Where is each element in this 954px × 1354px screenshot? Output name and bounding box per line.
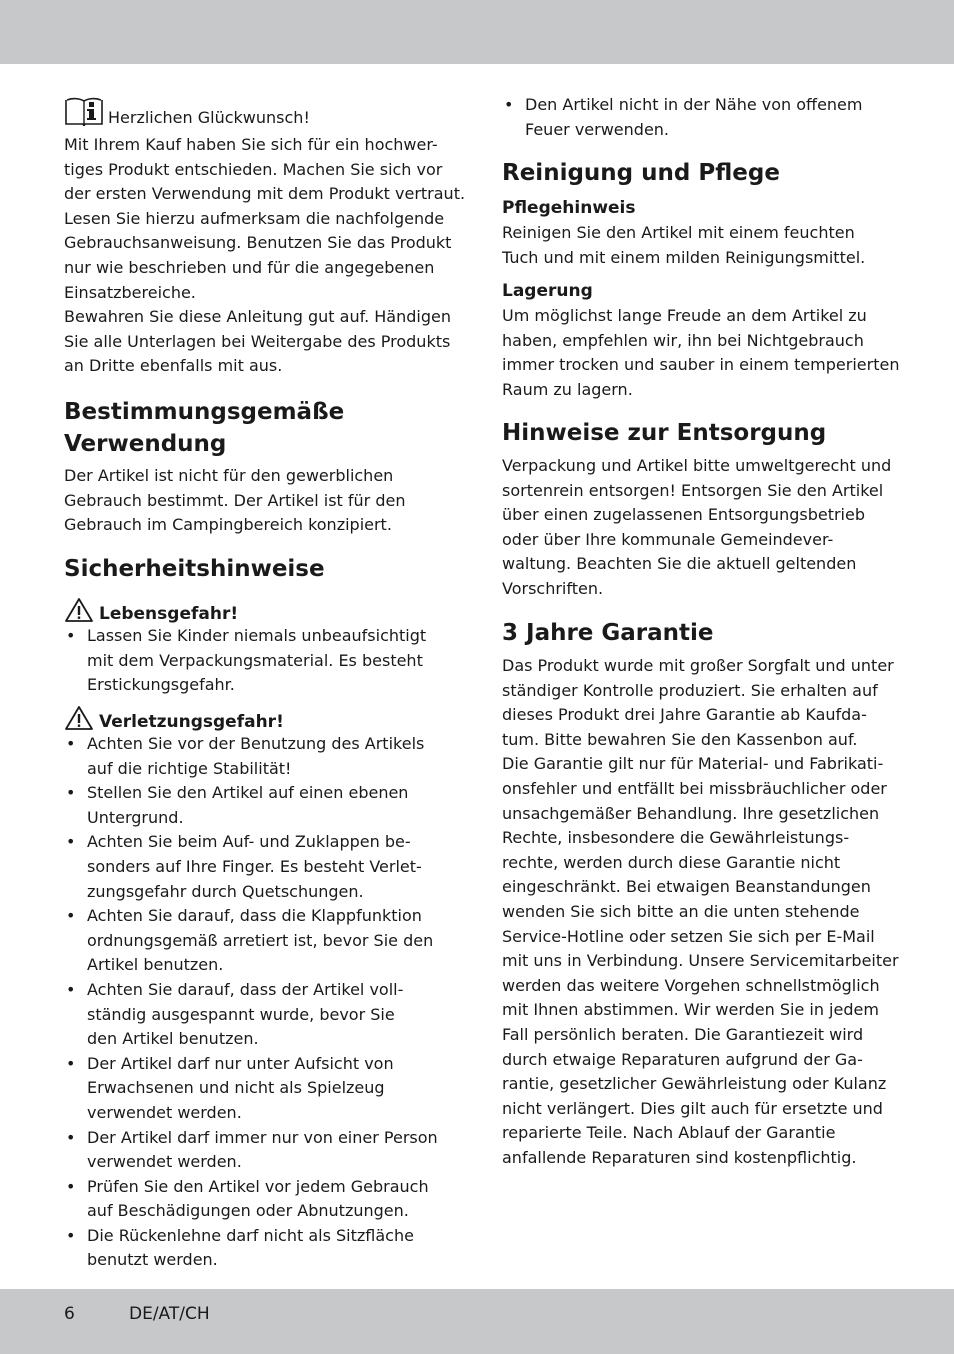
storage-line: Raum zu lagern. (502, 379, 633, 399)
fire-warning-list (502, 93, 862, 142)
warranty-line: mit Ihnen abstimmen. Wir werden Sie in jedem (502, 1000, 879, 1020)
safety-heading: Sicherheitshinweise (64, 556, 325, 582)
list-item (64, 1175, 438, 1224)
care-heading: Pflegehinweis (502, 198, 636, 218)
list-item-line: ordnungsgemäß arretiert ist, bevor Sie den (87, 930, 434, 950)
storage-line: haben, empfehlen wir, ihn bei Nichtgebrauch (502, 330, 864, 350)
intro-line: tiges Produkt entschieden. Machen Sie sich vor (64, 159, 443, 179)
warranty-line: durch etwaige Reparaturen aufgrund der Ga- (502, 1049, 863, 1069)
list-item-line: auf die richtige Stabilität! (87, 758, 292, 778)
intended-use-heading-2: Verwendung (64, 431, 227, 457)
warranty-line: Service-Hotline oder setzen Sie sich per E-Mail (502, 926, 875, 946)
list-item (64, 624, 426, 698)
list-item-line: • Stellen Sie den Artikel auf einen ebenen (87, 783, 409, 803)
list-item (64, 978, 438, 1052)
list-item-line: verwendet werden. (87, 1152, 242, 1172)
intro-line: nur wie beschrieben und für die angegebenen (64, 258, 435, 277)
disposal-line: oder über Ihre kommunale Gemeindever- (502, 529, 834, 549)
warranty-line: wenden Sie sich bitte an die unten stehende (502, 902, 860, 921)
warranty-line: unsachgemäßer Behandlung. Ihre gesetzlichen (502, 803, 880, 823)
list-item-line: • Die Rückenlehne darf nicht als Sitzfläche (87, 1225, 414, 1245)
intro-line: der ersten Verwendung mit dem Produkt vertraut. (64, 184, 466, 204)
list-item-line: • Prüfen Sie den Artikel vor jedem Gebrauch (87, 1176, 429, 1196)
warranty-line: Das Produkt wurde mit großer Sorgfalt und unter (502, 656, 894, 675)
intended-use-heading-1: Bestimmungsgemäße (64, 399, 345, 425)
intro-line: an Dritte ebenfalls mit aus. (64, 356, 283, 376)
intro-line: Einsatzbereiche. (64, 282, 196, 302)
list-item-line: Artikel benutzen. (87, 955, 224, 975)
danger-label: Lebensgefahr! (99, 604, 239, 624)
intended-use-line: Gebrauch im Campingbereich konzipiert. (64, 515, 392, 535)
list-item-line: • Achten Sie darauf, dass der Artikel voll- (87, 979, 404, 999)
list-item (502, 93, 862, 142)
list-item-line: Untergrund. (87, 807, 184, 827)
list-item-line: • Lassen Sie Kinder niemals unbeaufsichtigt (87, 626, 427, 645)
list-item-line: Erwachsenen und nicht als Spielzeug (87, 1078, 385, 1098)
list-item (64, 904, 438, 978)
intro-greeting: Herzlichen Glückwunsch! (108, 108, 310, 127)
warranty-line: dieses Produkt drei Jahre Garantie ab Kaufda- (502, 705, 867, 725)
list-item-line: • Den Artikel nicht in der Nähe von offenem (525, 95, 863, 114)
danger-list (64, 624, 426, 698)
list-item (64, 830, 438, 904)
care-line: Tuch und mit einem milden Reinigungsmittel. (502, 247, 866, 267)
list-item-line: • Achten Sie darauf, dass die Klappfunktion (87, 906, 422, 926)
warranty-line: tum. Bitte bewahren Sie den Kassenbon auf. (502, 729, 858, 749)
list-item-line: • Achten Sie vor der Benutzung des Artikels (87, 734, 425, 753)
intro-line: Mit Ihrem Kauf haben Sie sich für ein hochwer- (64, 135, 438, 154)
list-item-line: Feuer verwenden. (525, 119, 670, 139)
intended-use-line: Gebrauch bestimmt. Der Artikel ist für den (64, 490, 406, 510)
warranty-line: Die Garantie gilt nur für Material- und Fabrikati- (502, 754, 884, 774)
injury-warning (64, 705, 284, 734)
disposal-line: Verpackung und Artikel bitte umweltgerecht und (502, 456, 892, 475)
list-item-line: • Achten Sie beim Auf- und Zuklappen be- (87, 832, 411, 852)
list-item-line: verwendet werden. (87, 1102, 242, 1122)
disposal-heading: Hinweise zur Entsorgung (502, 420, 827, 446)
list-item-line: • Der Artikel darf nur unter Aufsicht von (87, 1053, 394, 1073)
disposal-line: sortenrein entsorgen! Entsorgen Sie den Artikel (502, 480, 884, 500)
warranty-line: Rechte, insbesondere die Gewährleistungs- (502, 828, 850, 848)
warranty-line: rechte, werden durch diese Garantie nicht (502, 852, 841, 872)
list-item (64, 1224, 438, 1273)
warranty-heading: 3 Jahre Garantie (502, 620, 714, 646)
disposal-line: über einen zugelassenen Entsorgungsbetrieb (502, 505, 865, 525)
warning-triangle-icon (64, 705, 94, 731)
care-line: Reinigen Sie den Artikel mit einem feuchten (502, 223, 855, 242)
list-item-line: ständig ausgespannt wurde, bevor Sie (87, 1004, 395, 1024)
list-item-line: mit dem Verpackungsmaterial. Es besteht (87, 650, 423, 670)
cleaning-heading: Reinigung und Pflege (502, 160, 780, 186)
warning-triangle-icon (64, 597, 94, 623)
warranty-line: Fall persönlich beraten. Die Garantiezeit wird (502, 1025, 864, 1044)
list-item-line: auf Beschädigungen oder Abnutzungen. (87, 1201, 409, 1221)
warranty-line: anfallende Reparaturen sind kostenpflichtig. (502, 1148, 857, 1167)
list-item-line: • Der Artikel darf immer nur von einer Person (87, 1127, 438, 1147)
list-item (64, 732, 438, 781)
injury-label: Verletzungsgefahr! (99, 712, 284, 732)
intended-use-line: Der Artikel ist nicht für den gewerblichen (64, 466, 394, 485)
list-item-line: den Artikel benutzen. (87, 1029, 259, 1049)
list-item-line: sonders auf Ihre Finger. Es besteht Verlet- (87, 856, 422, 876)
warranty-line: eingeschränkt. Bei etwaigen Beanstandungen (502, 877, 871, 897)
warranty-line: rantie, gesetzlicher Gewährleistung oder Kulanz (502, 1074, 887, 1094)
list-item-line: Erstickungsgefahr. (87, 675, 235, 695)
injury-list (64, 732, 438, 1273)
manual-info-icon (64, 96, 104, 134)
list-item (64, 781, 438, 830)
intro-line: Sie alle Unterlagen bei Weitergabe des Produkts (64, 331, 451, 351)
storage-line: immer trocken und sauber in einem temperierten (502, 355, 900, 375)
list-item-line: benutzt werden. (87, 1250, 218, 1270)
intro-line: Lesen Sie hierzu aufmerksam die nachfolgende (64, 208, 445, 228)
warranty-line: ständiger Kontrolle produziert. Sie erhalten auf (502, 680, 878, 700)
list-item-line: zungsgefahr durch Quetschungen. (87, 881, 364, 901)
intro-line: Gebrauchsanweisung. Benutzen Sie das Produkt (64, 233, 452, 253)
warranty-line: mit uns in Verbindung. Unsere Servicemitarbeiter (502, 951, 899, 971)
intro-line: Bewahren Sie diese Anleitung gut auf. Händigen (64, 307, 451, 327)
list-item (64, 1052, 438, 1126)
disposal-line: Vorschriften. (502, 579, 604, 598)
list-item (64, 1126, 438, 1175)
warranty-line: werden das weitere Vorgehen schnellstmöglich (502, 975, 880, 995)
locale-label: DE/AT/CH (129, 1304, 210, 1324)
warranty-line: reparierte Teile. Nach Ablauf der Garantie (502, 1123, 836, 1143)
disposal-line: waltung. Beachten Sie die aktuell geltenden (502, 554, 857, 574)
storage-line: Um möglichst lange Freude an dem Artikel zu (502, 306, 867, 325)
intro-greeting-line (64, 96, 310, 134)
warranty-line: nicht verlängert. Dies gilt auch für ersetzte und (502, 1098, 883, 1118)
warranty-line: onsfehler und entfällt bei missbräuchlicher oder (502, 779, 887, 798)
page-number: 6 (64, 1304, 75, 1324)
storage-heading: Lagerung (502, 281, 593, 301)
header-bar (0, 0, 954, 64)
danger-warning (64, 597, 238, 626)
